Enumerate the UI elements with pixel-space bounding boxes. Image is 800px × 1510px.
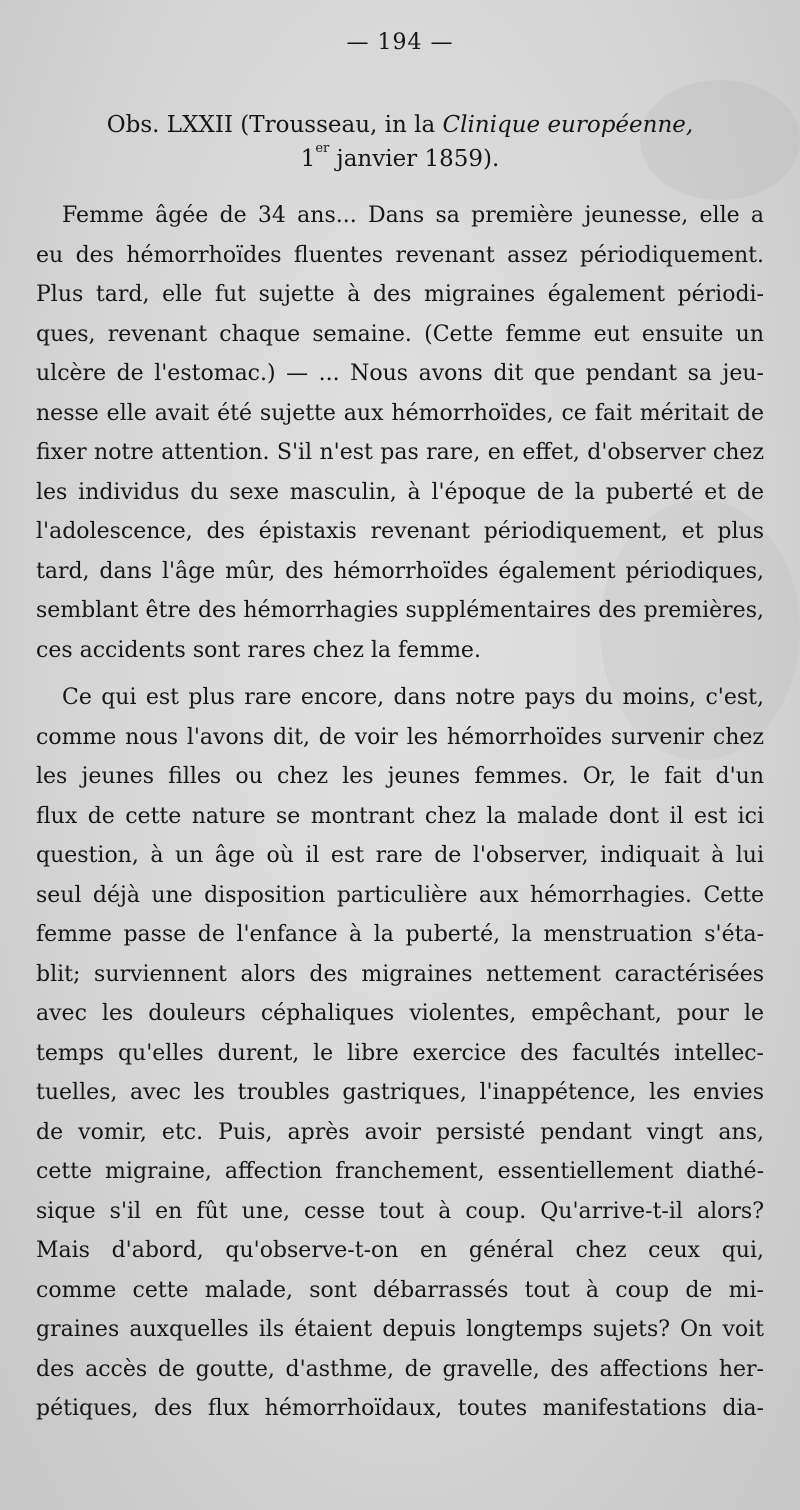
heading-prefix: Obs. LXXII (Trousseau, in la — [106, 112, 443, 138]
body-text — [36, 196, 764, 1429]
text-line: l'adolescence, des épistaxis revenant périodiquement, et plus — [36, 519, 764, 544]
text-line: eu des hémorrhoïdes fluentes revenant assez périodiquement. — [36, 242, 764, 268]
text-line: Ce qui est plus rare encore, dans notre pays du moins, c'est, — [62, 685, 764, 710]
text-line: sique s'il en fût une, cesse tout à coup. Qu'arrive-t-il alors? — [36, 1198, 764, 1224]
text-line: tard, dans l'âge mûr, des hémorrhoïdes également périodiques, — [36, 558, 764, 584]
text-line: seul déjà une disposition particulière aux hémorrhagies. Cette — [36, 882, 764, 908]
page-number: — 194 — — [346, 30, 454, 55]
paragraph — [36, 196, 764, 670]
text-line: blit; surviennent alors des migraines nettement caractérisées — [36, 961, 764, 987]
text-line: Femme âgée de 34 ans... Dans sa première jeunesse, elle a — [62, 203, 764, 228]
text-line: Plus tard, elle fut sujette à des migraines également périodi- — [36, 282, 764, 307]
heading-date-rest: janvier 1859). — [329, 146, 500, 172]
text-line: flux de cette nature se montrant chez la malade dont il est ici — [36, 803, 764, 829]
text-line: semblant être des hémorrhagies supplémentaires des premières, — [36, 598, 764, 623]
paragraph-gap — [36, 670, 764, 678]
text-line: Mais d'abord, qu'observe-t-on en général chez ceux qui, — [36, 1238, 764, 1263]
text-line: temps qu'elles durent, le libre exercice des facultés intellec- — [36, 1040, 764, 1066]
text-line: ulcère de l'estomac.) — ... Nous avons dit que pendant sa jeu- — [36, 361, 764, 386]
text-line: fixer notre attention. S'il n'est pas rare, en effet, d'observer chez — [36, 440, 764, 465]
paragraph — [36, 678, 764, 1429]
text-line: question, à un âge où il est rare de l'observer, indiquait à lui — [36, 843, 764, 868]
text-line: ques, revenant chaque semaine. (Cette femme eut ensuite un — [36, 321, 764, 347]
observation-heading — [40, 108, 760, 176]
heading-source-title: Clinique européenne, — [442, 112, 694, 138]
heading-day: 1 — [300, 146, 316, 172]
heading-day-suffix: er — [315, 141, 330, 156]
text-line: de vomir, etc. Puis, après avoir persisté pendant vingt ans, — [36, 1119, 764, 1145]
text-line: comme nous l'avons dit, de voir les hémorrhoïdes survenir chez — [36, 724, 764, 750]
text-line: des accès de goutte, d'asthme, de gravelle, des affections her- — [36, 1356, 764, 1382]
text-line: nesse elle avait été sujette aux hémorrhoïdes, ce fait méritait de — [36, 400, 764, 426]
text-line: cette migraine, affection franchement, essentiellement diathé- — [36, 1159, 764, 1184]
text-line: pétiques, des flux hémorrhoïdaux, toutes manifestations dia- — [36, 1396, 764, 1421]
text-line: tuelles, avec les troubles gastriques, l'inappétence, les envies — [36, 1080, 764, 1105]
text-line: ces accidents sont rares chez la femme. — [36, 637, 481, 663]
text-line: femme passe de l'enfance à la puberté, la menstruation s'éta- — [36, 922, 764, 947]
text-line: graines auxquelles ils étaient depuis longtemps sujets? On voit — [36, 1317, 764, 1342]
text-line: comme cette malade, sont débarrassés tout à coup de mi- — [36, 1277, 764, 1303]
text-line: les jeunes filles ou chez les jeunes femmes. Or, le fait d'un — [36, 764, 764, 789]
text-line: les individus du sexe masculin, à l'époque de la puberté et de — [36, 479, 764, 505]
text-line: avec les douleurs céphaliques violentes, empêchant, pour le — [36, 1001, 764, 1026]
